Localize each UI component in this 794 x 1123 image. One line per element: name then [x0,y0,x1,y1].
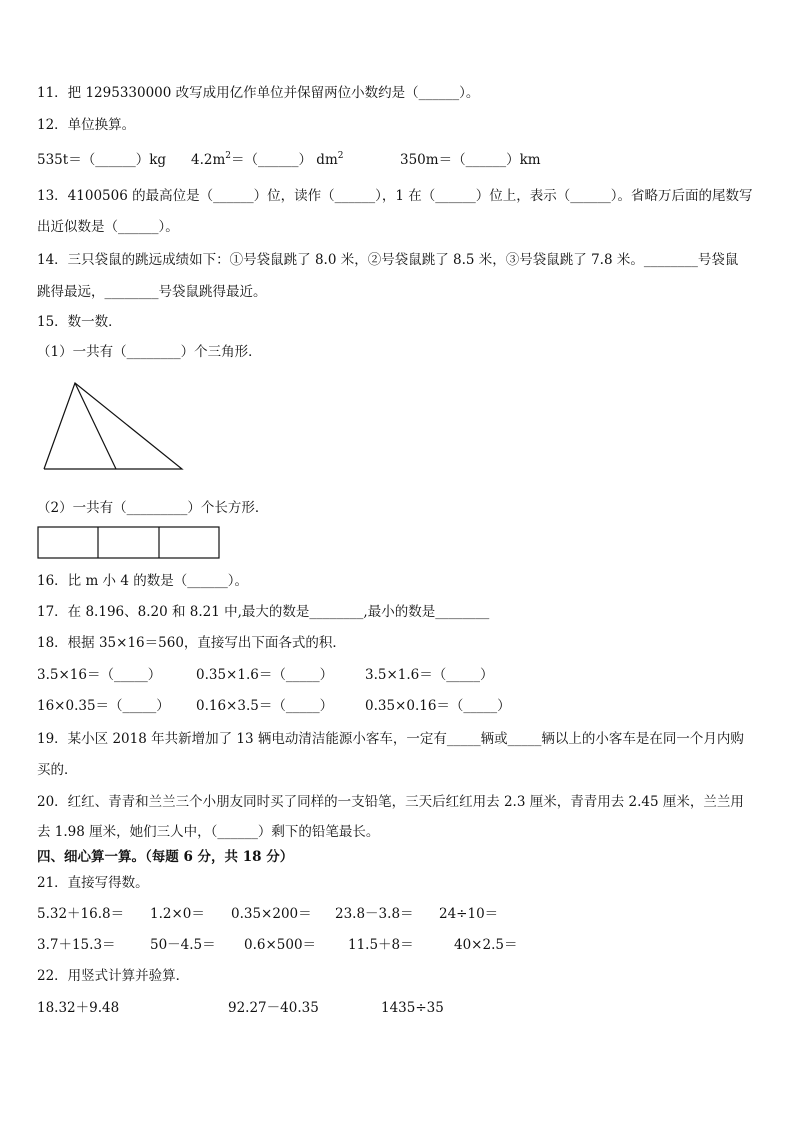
q21-r1-c4: 23.8－3.8＝ [335,906,414,922]
question-15-part2: （2）一共有（_________）个长方形． [37,500,269,516]
q18-r1-c2: 0.35×1.6＝（_____） [196,667,334,683]
q21-r2-c3: 0.6×500＝ [244,937,317,953]
question-13-line2: 出近似数是（______）。 [37,219,179,235]
q21-r2-c4: 11.5＋8＝ [348,937,414,953]
q21-r1-c1: 5.32＋16.8＝ [37,906,125,922]
question-14-line2: 跳得最远，________号袋鼠跳得最近。 [37,284,267,300]
q12-item-c: 350m＝（______）km [400,152,541,168]
q18-r2-c1: 16×0.35＝（_____） [37,698,170,714]
q21-r1-c3: 0.35×200＝ [231,906,312,922]
question-15-title: 15．数一数． [37,314,122,330]
triangle-figure [36,378,188,474]
question-21-title: 21．直接写得数。 [37,875,149,891]
inner-segment [75,383,116,469]
question-20-line2: 去 1.98 厘米，她们三人中，（______）剩下的铅笔最长。 [37,824,380,840]
q22-item-2: 92.27－40.35 [228,1000,319,1016]
q21-r1-c2: 1.2×0＝ [150,906,205,922]
question-16: 16．比 m 小 4 的数是（______）。 [37,573,248,589]
q18-r2-c3: 0.35×0.16＝（_____） [365,698,511,714]
q21-r1-c5: 24÷10＝ [439,906,499,922]
outer-triangle [44,383,182,469]
outer-rectangle [38,527,219,558]
section-4-heading: 四、细心算一算。（每题 6 分，共 18 分） [37,849,294,865]
question-15-part1: （1）一共有（________）个三角形． [37,344,262,360]
q18-r1-c3: 3.5×1.6＝（_____） [365,667,494,683]
q22-item-3: 1435÷35 [381,1000,444,1016]
question-14-line1: 14．三只袋鼠的跳远成绩如下：①号袋鼠跳了 8.0 米，②号袋鼠跳了 8.5 米，③号袋鼠跳了 7.8 米。________号袋鼠 [37,252,739,268]
question-11: 11．把 1295330000 改写成用亿作单位并保留两位小数约是（______）。 [37,85,480,101]
q18-r2-c2: 0.16×3.5＝（_____） [196,698,334,714]
rectangles-figure [37,526,221,560]
q22-item-1: 18.32＋9.48 [37,1000,120,1016]
q18-r1-c1: 3.5×16＝（_____） [37,667,162,683]
question-19-line1: 19．某小区 2018 年共新增加了 13 辆电动清洁能源小客车，一定有_____辆或_____辆以上的小客车是在同一个月内购 [37,731,744,747]
q12-item-a: 535t＝（______）kg [37,152,167,168]
question-17: 17．在 8.196、8.20 和 8.21 中,最大的数是________,最小的数是________ [37,604,490,620]
q21-r2-c2: 50－4.5＝ [150,937,216,953]
question-13-line1: 13．4100506 的最高位是（______）位，读作（______），1 在（______）位上，表示（______）。省略万后面的尾数写 [37,188,753,204]
question-20-line1: 20．红红、青青和兰兰三个小朋友同时买了同样的一支铅笔，三天后红红用去 2.3 厘米，青青用去 2.45 厘米，兰兰用 [37,794,744,810]
q21-r2-c1: 3.7＋15.3＝ [37,937,116,953]
question-19-line2: 买的． [37,762,78,778]
question-18-title: 18．根据 35×16＝560，直接写出下面各式的积． [37,635,346,651]
q21-r2-c5: 40×2.5＝ [454,937,518,953]
question-22-title: 22．用竖式计算并验算． [37,968,190,984]
q12-item-b: $4.2m^2=(\_\_\_\_\_\_)$ $dm^2$ [191,151,344,168]
question-12-title: 12．单位换算。 [37,117,136,133]
